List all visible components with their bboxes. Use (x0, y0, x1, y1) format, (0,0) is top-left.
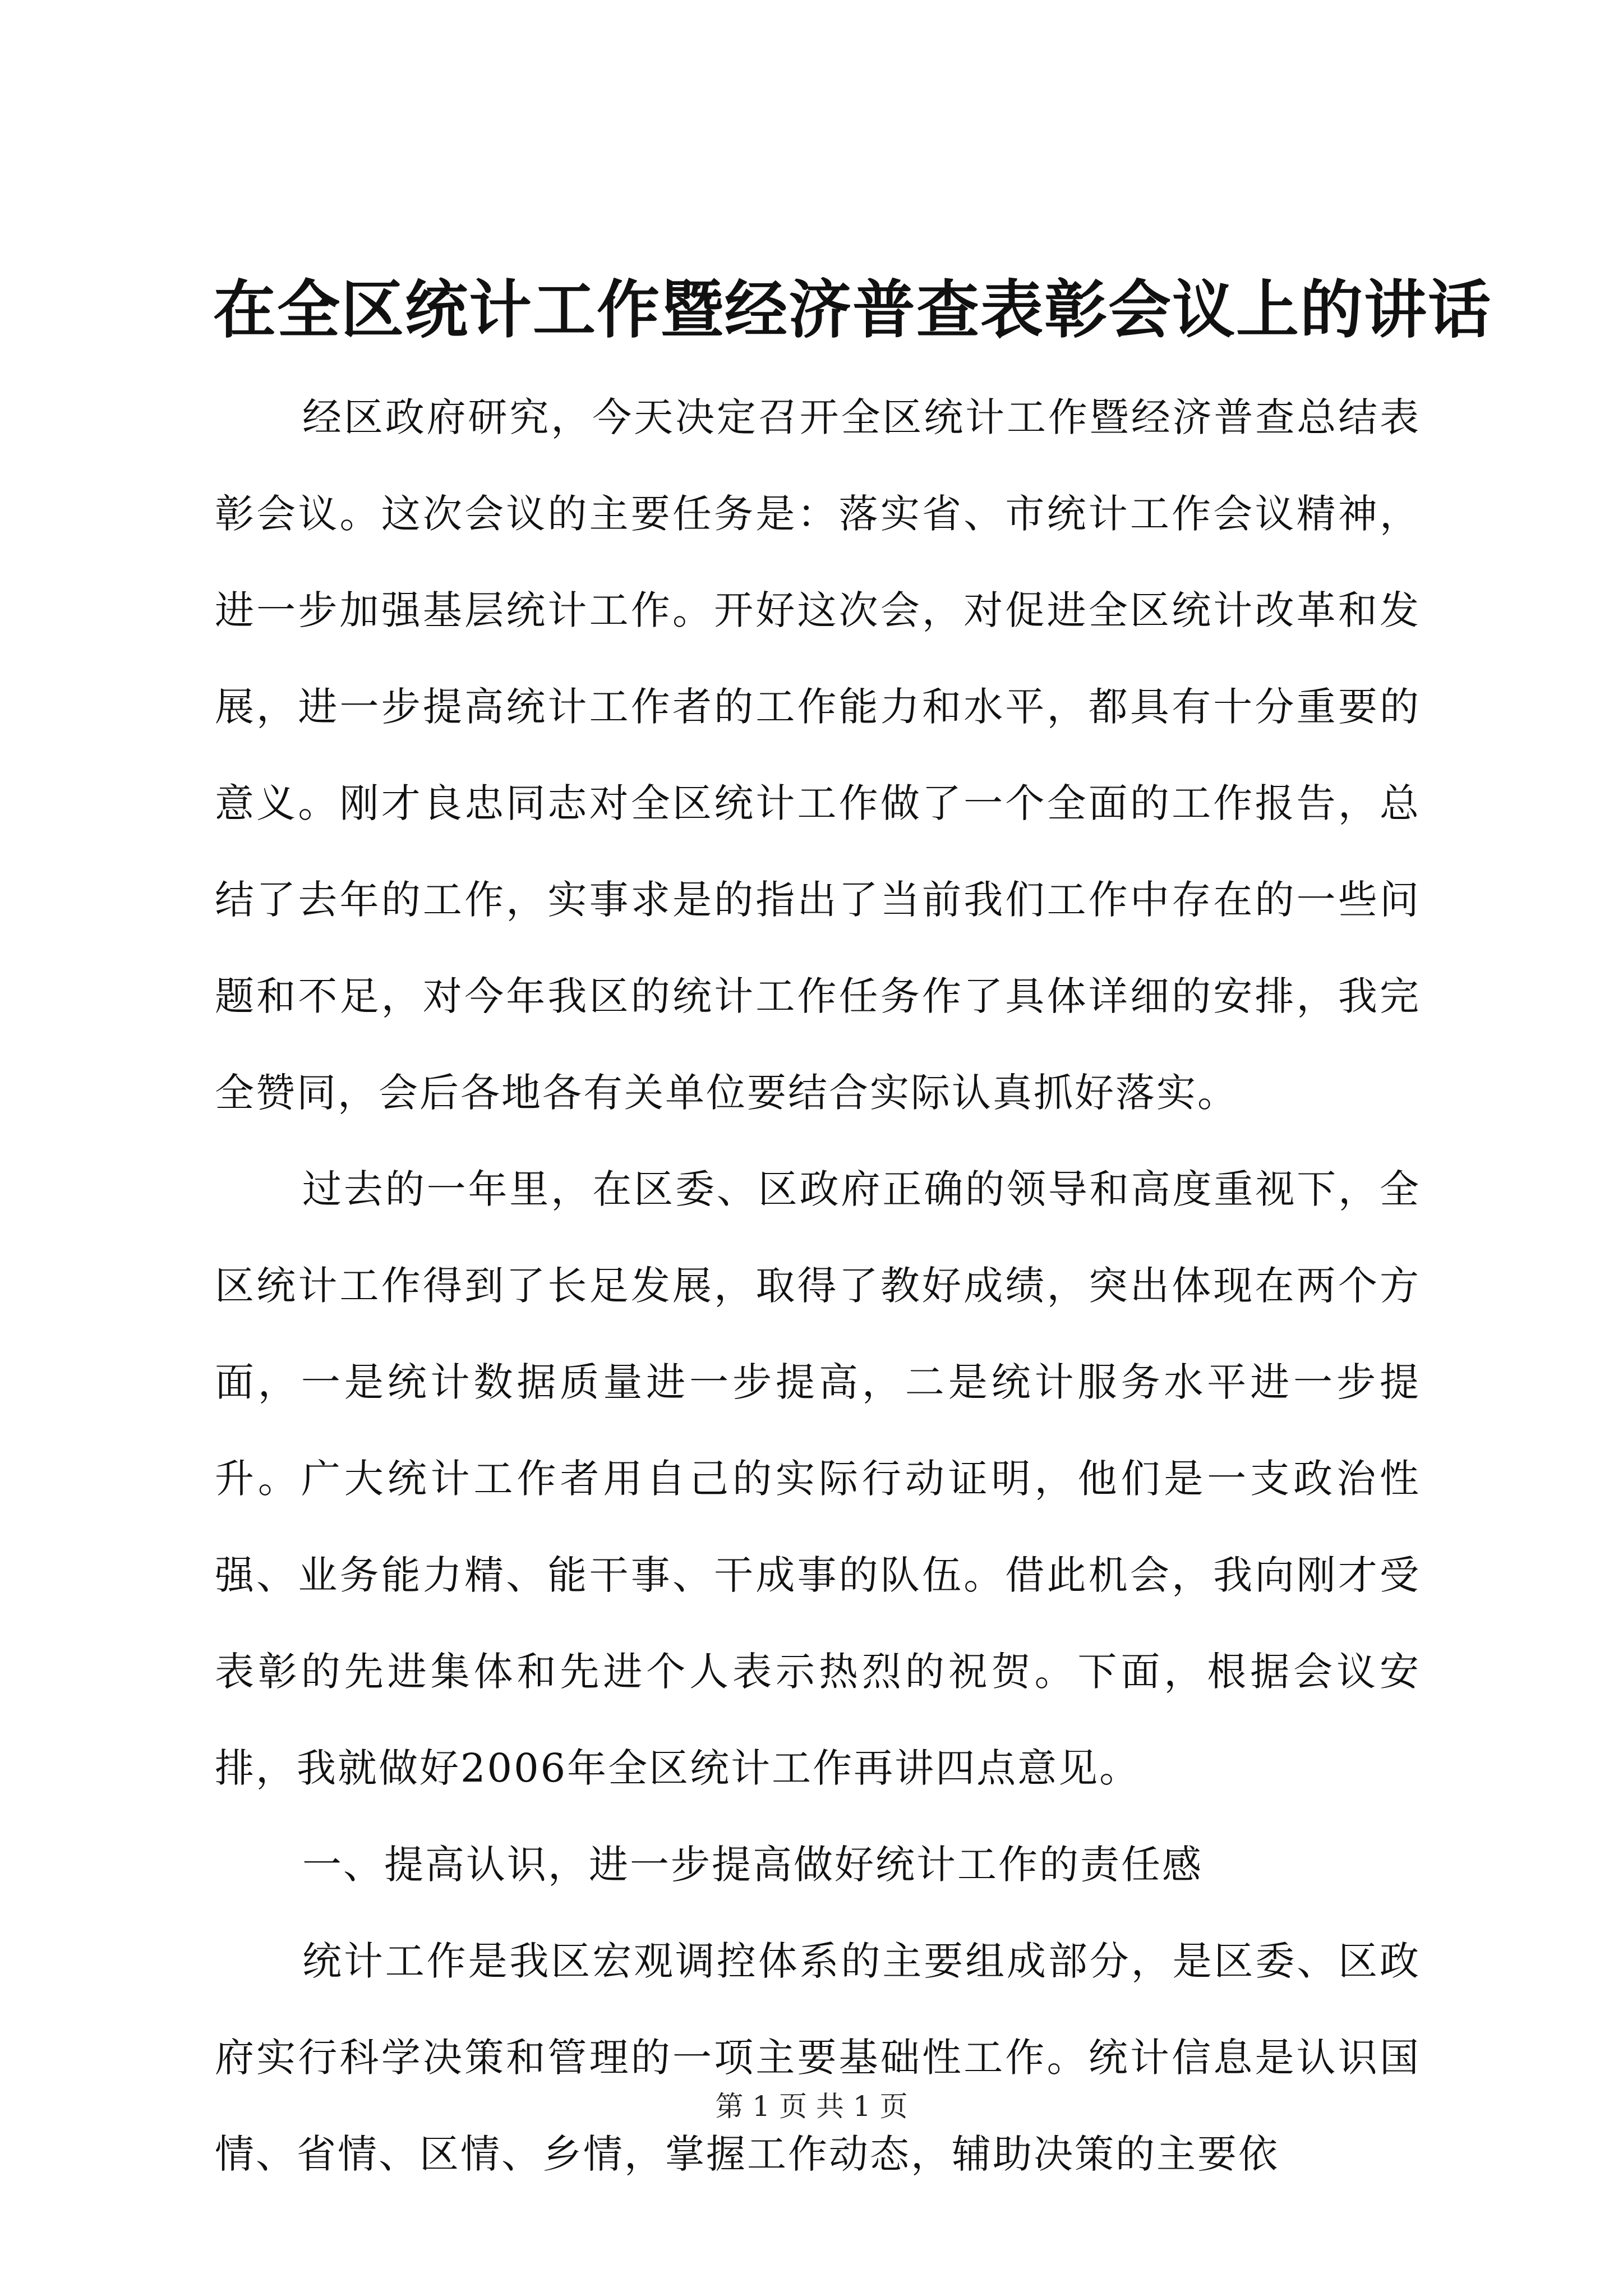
document-body (215, 369, 1421, 2202)
paragraph: 统计工作是我区宏观调控体系的主要组成部分，是区委、区政府实行科学决策和管理的一项主要基础性工作。统计信息是认识国情、省情、区情、乡情，掌握工作动态，辅助决策的主要依 (215, 1938, 1421, 2177)
paragraph: 过去的一年里，在区委、区政府正确的领导和高度重视下，全区统计工作得到了长足发展，取得了教好成绩，突出体现在两个方面，一是统计数据质量进一步提高，二是统计服务水平进一步提升。广大统计工作者用自己的实际行动证明，他们是一支政治性强、业务能力精、能干事、干成事的队伍。借此机会，我向刚才受表彰的先进集体和先进个人表示热烈的祝贺。下面，根据会议安排，我就做好2006年全区统计工作再讲四点意见。 (215, 1166, 1421, 1791)
page-footer: 第 1 页 共 1 页 (715, 2090, 908, 2123)
document-title: 在全区统计工作暨经济普查表彰会议上的讲话 (213, 273, 1492, 347)
section-heading: 一、提高认识，进一步提高做好统计工作的责任感 (302, 1842, 1203, 1888)
paragraph: 经区政府研究，今天决定召开全区统计工作暨经济普查总结表彰会议。这次会议的主要任务是：落实省、市统计工作会议精神，进一步加强基层统计工作。开好这次会，对促进全区统计改革和发展，进一步提高统计工作者的工作能力和水平，都具有十分重要的意义。刚才良忠同志对全区统计工作做了一个全面的工作报告，总结了去年的工作，实事求是的指出了当前我们工作中存在的一些问题和不足，对今年我区的统计工作任务作了具体详细的安排，我完全赞同，会后各地各有关单位要结合实际认真抓好落实。 (215, 394, 1421, 1116)
